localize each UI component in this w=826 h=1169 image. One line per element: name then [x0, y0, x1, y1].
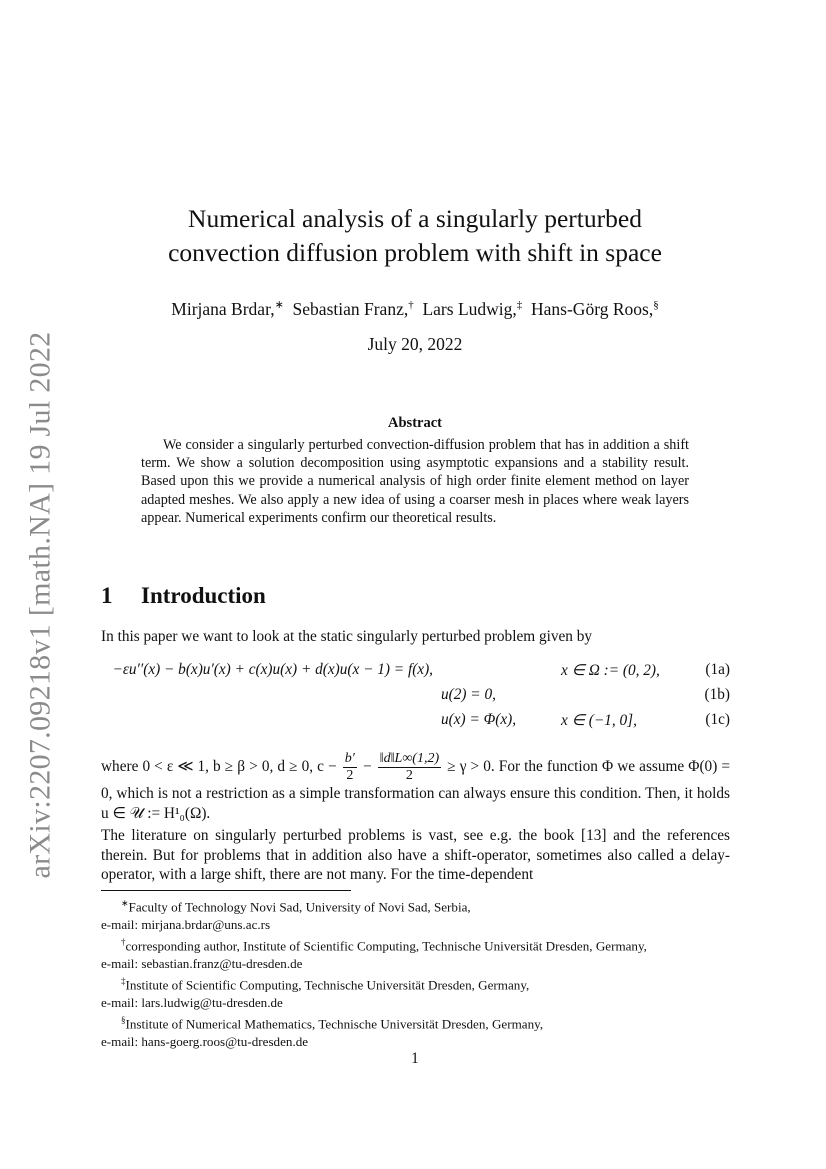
publication-date: July 20, 2022 — [367, 334, 463, 354]
author: Mirjana Brdar,∗ — [171, 298, 284, 319]
paper-title — [100, 202, 730, 270]
arxiv-side-stamp — [18, 322, 62, 887]
equation-lhs: −εu′′(x) − b(x)u′(x) + c(x)u(x) + d(x)u(x − 1) = f(x), — [112, 661, 433, 678]
author-list — [100, 294, 730, 320]
equation-1c — [101, 711, 730, 733]
paper-title-line-2: convection diffusion problem with shift in space — [168, 238, 662, 267]
paper-title-line-1: Numerical analysis of a singularly perturbed — [188, 204, 642, 233]
abstract-body: We consider a singularly perturbed convection-diffusion problem that has in addition a shift term. We show a solution decomposition using asymptotic expansions and a stability result. Based upon this we provide a numerical analysis of high order finite element method on layer adapted meshes. We also apply a new idea of using a coarser mesh in places where weak layers appear. Numerical experiments confirm our theoretical results. — [141, 437, 689, 526]
section-title: Introduction — [141, 583, 266, 608]
conditions-paragraph: where 0 < ε ≪ 1, b ≥ β > 0, d ≥ 0, c − $\frac{b'}{2}$ − $\frac{‖d‖L\infty(1,2)}{2}$ ≥ γ > 0. For the function Φ we assume Φ(0) = 0, which is not a restriction as a simple transformation can always ensure this condition. Then, it holds u ∈ 𝒰 := H¹₀(Ω). — [101, 751, 731, 822]
equation-tag: (1b) — [704, 686, 730, 703]
author: Sebastian Franz,† — [292, 298, 414, 319]
intro-paragraph: In this paper we want to look at the static singularly perturbed problem given by — [101, 628, 593, 645]
section-number: 1 — [101, 583, 113, 608]
footnote: ‡Institute of Scientific Computing, Technische Universität Dresden, Germany, e-mail: lars.ludwig@tu-dresden.de — [101, 975, 530, 1011]
footnote: §Institute of Numerical Mathematics, Technische Universität Dresden, Germany, e-mail: hans-goerg.roos@tu-dresden.de — [101, 1014, 544, 1050]
equation-tag: (1a) — [705, 661, 730, 678]
fraction-d-norm: $\frac{‖d‖L\infty(1,2)}{2}$ — [379, 751, 440, 783]
fraction-b-prime: $\frac{b'}{2}$ — [344, 751, 355, 783]
page-number: 1 — [411, 1050, 419, 1067]
author: Hans-Görg Roos,§ — [531, 298, 659, 319]
equation-1b — [101, 686, 730, 708]
equation-history: u(x) = Φ(x), — [441, 711, 517, 728]
literature-paragraph: The literature on singularly perturbed problems is vast, see e.g. the book [13] and the references therein. But for problems that in addition also have a shift-operator, sometimes also called a delay-operator, with a large shift, there are not many. For the time-dependent — [101, 827, 730, 883]
footnote-rule — [101, 890, 351, 891]
footnote: †corresponding author, Institute of Scientific Computing, Technische Universität Dresden, Germany, e-mail: sebastian.franz@tu-dresden.de — [101, 936, 647, 972]
equation-1a — [101, 661, 730, 683]
author: Lars Ludwig,‡ — [422, 298, 523, 319]
section-heading — [101, 583, 266, 609]
abstract-heading: Abstract — [388, 415, 442, 431]
arxiv-identifier: arXiv:2207.09218v1 [math.NA] 19 Jul 2022 — [23, 331, 57, 878]
equation-domain: x ∈ (−1, 0], — [561, 712, 637, 729]
equation-tag: (1c) — [705, 711, 730, 728]
footnotes — [101, 895, 731, 1051]
footnote: ∗Faculty of Technology Novi Sad, University of Novi Sad, Serbia, e-mail: mirjana.brdar@uns.ac.rs — [101, 898, 471, 933]
equation-boundary: u(2) = 0, — [441, 686, 496, 703]
equation-domain: x ∈ Ω := (0, 2), — [561, 662, 660, 679]
